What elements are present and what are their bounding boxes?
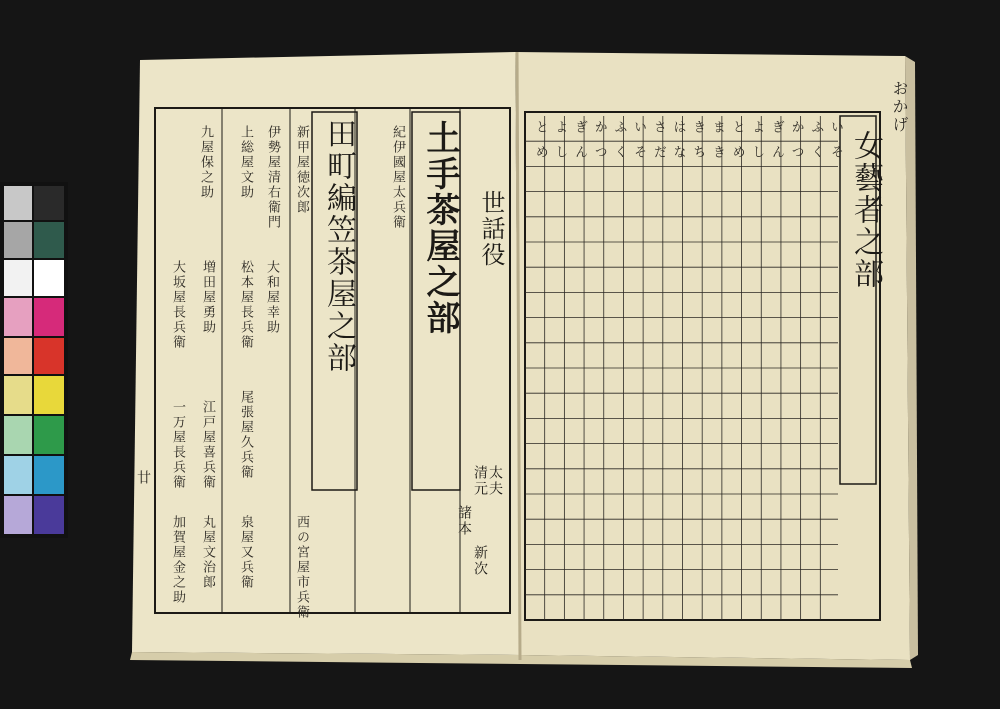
heading-onna-geisha: 女藝者之部 xyxy=(848,130,883,290)
handwritten-name-1: 新甲屋徳次郎 xyxy=(294,125,309,215)
handwritten-name-10: 一万屋長兵衛 xyxy=(170,400,185,490)
kana-column: まき xyxy=(709,120,725,170)
sewayaku-name-4: 新次 xyxy=(472,545,488,577)
heading-tamachi-amigasa-chaya: 田町編笠茶屋之部 xyxy=(321,118,356,374)
right-page-gridlines xyxy=(525,116,838,620)
handwritten-name-5: 紀伊國屋太兵衛 xyxy=(390,125,405,230)
kana-column: よし xyxy=(552,120,568,170)
kana-column: ぎん xyxy=(768,120,784,170)
sewayaku-name-2: 太夫 xyxy=(487,465,503,497)
kana-column: さだ xyxy=(650,120,666,170)
kana-column: かつ xyxy=(591,120,607,170)
color-calibration-chart xyxy=(0,182,68,538)
kana-column: ぎん xyxy=(572,120,588,170)
handwritten-name-13: 丸屋文治郎 xyxy=(200,515,215,590)
handwritten-name-15: 泉屋又兵衛 xyxy=(238,515,253,590)
kana-column: とめ xyxy=(729,120,745,170)
kana-column: いそ xyxy=(828,120,843,170)
kana-column: きち xyxy=(690,120,706,170)
handwritten-name-12: 尾張屋久兵衛 xyxy=(238,390,253,480)
handwritten-name-6: 大和屋幸助 xyxy=(264,260,279,335)
kana-column: ふく xyxy=(808,120,824,170)
folio-number: 廿 xyxy=(135,470,151,486)
heading-dote-chaya: 土手茶屋之部 xyxy=(420,120,460,336)
handwritten-name-8: 増田屋勇助 xyxy=(200,260,215,335)
handwritten-name-11: 江戸屋喜兵衛 xyxy=(200,400,215,490)
handwritten-name-16: 西の宮屋市兵衛 xyxy=(294,515,309,620)
handwritten-name-3: 上総屋文助 xyxy=(238,125,253,200)
kana-column: かつ xyxy=(788,120,804,170)
handwritten-name-2: 伊勢屋清右衛門 xyxy=(265,125,280,230)
kana-column: はな xyxy=(670,120,686,170)
sewayaku-name-1: 清元 xyxy=(472,465,488,497)
kana-column: いそ xyxy=(631,120,647,170)
heading-sewayaku: 世話役 xyxy=(477,190,505,268)
handwritten-name-14: 加賀屋金之助 xyxy=(170,515,185,605)
kana-column: とめ xyxy=(532,120,548,170)
kana-column: ふく xyxy=(611,120,627,170)
handwritten-name-4: 九屋保之助 xyxy=(198,125,213,200)
kana-column: よし xyxy=(749,120,765,170)
handwritten-name-9: 大坂屋長兵衛 xyxy=(170,260,185,350)
handwritten-name-7: 松本屋長兵衛 xyxy=(238,260,253,350)
margin-note: おかげ xyxy=(890,80,909,134)
sewayaku-name-3: 諸本 xyxy=(456,505,472,537)
